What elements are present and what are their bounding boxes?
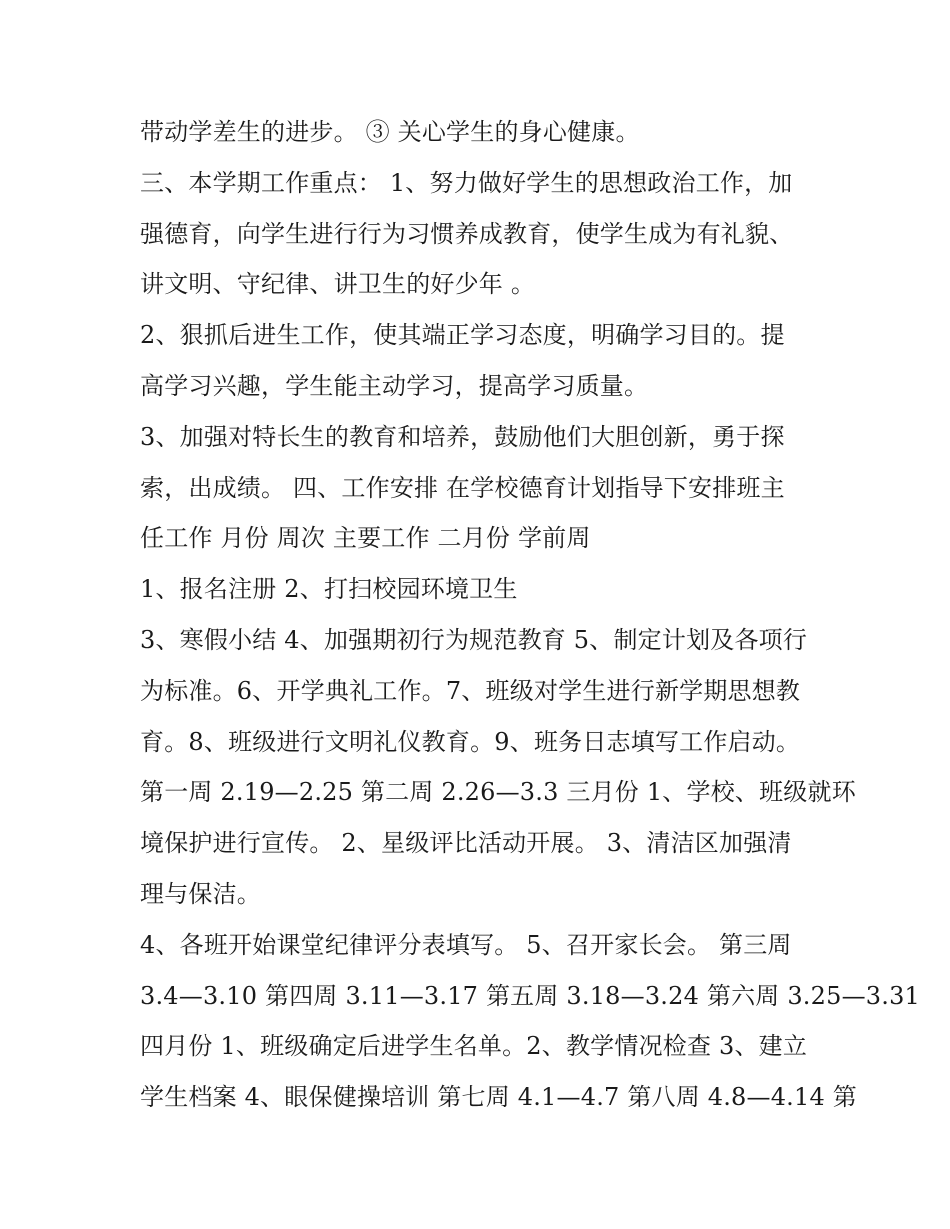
text-line: 1、报名注册 2、打扫校园环境卫生 <box>140 575 518 604</box>
text-line: 高学习兴趣，学生能主动学习，提高学习质量。 <box>140 371 649 400</box>
text-line: 育。8、班级进行文明礼仪教育。9、班务日志填写工作启动。 <box>140 727 801 756</box>
text-line: 境保护进行宣传。 2、星级评比活动开展。 3、清洁区加强清 <box>140 829 792 858</box>
text-line: 索，出成绩。 四、工作安排 在学校德育计划指导下安排班主 <box>140 473 785 502</box>
text-line: 3、加强对特长生的教育和培养，鼓励他们大胆创新，勇于探 <box>140 422 785 451</box>
text-line: 三、本学期工作重点： 1、努力做好学生的思想政治工作，加 <box>140 168 793 197</box>
text-line: 第一周 2.19—2.25 第二周 2.26—3.3 三月份 1、学校、班级就环 <box>140 778 856 807</box>
text-line: 3.4—3.10 第四周 3.11—3.17 第五周 3.18—3.24 第六周 3.25—3.31 <box>140 981 921 1010</box>
text-line: 3、寒假小结 4、加强期初行为规范教育 5、制定计划及各项行 <box>140 625 808 654</box>
text-line: 学生档案 4、眼保健操培训 第七周 4.1—4.7 第八周 4.8—4.14 第 <box>140 1083 857 1112</box>
text-line: 带动学差生的进步。 ③ 关心学生的身心健康。 <box>140 118 640 146</box>
text-line: 四月份 1、班级确定后进学生名单。2、教学情况检查 3、建立 <box>140 1032 808 1061</box>
text-line: 讲文明、守纪律、讲卫生的好少年 。 <box>140 270 536 299</box>
text-line: 理与保洁。 <box>140 879 261 908</box>
text-line: 2、狠抓后进生工作，使其端正学习态度，明确学习目的。提 <box>140 321 785 350</box>
document-body <box>140 107 921 1123</box>
text-line: 为标准。6、开学典礼工作。7、班级对学生进行新学期思想教 <box>140 676 801 705</box>
text-line: 强德育，向学生进行行为习惯养成教育，使学生成为有礼貌、 <box>140 219 794 248</box>
text-line: 任工作 月份 周次 主要工作 二月份 学前周 <box>140 524 591 553</box>
text-line: 4、各班开始课堂纪律评分表填写。 5、召开家长会。 第三周 <box>140 930 792 959</box>
